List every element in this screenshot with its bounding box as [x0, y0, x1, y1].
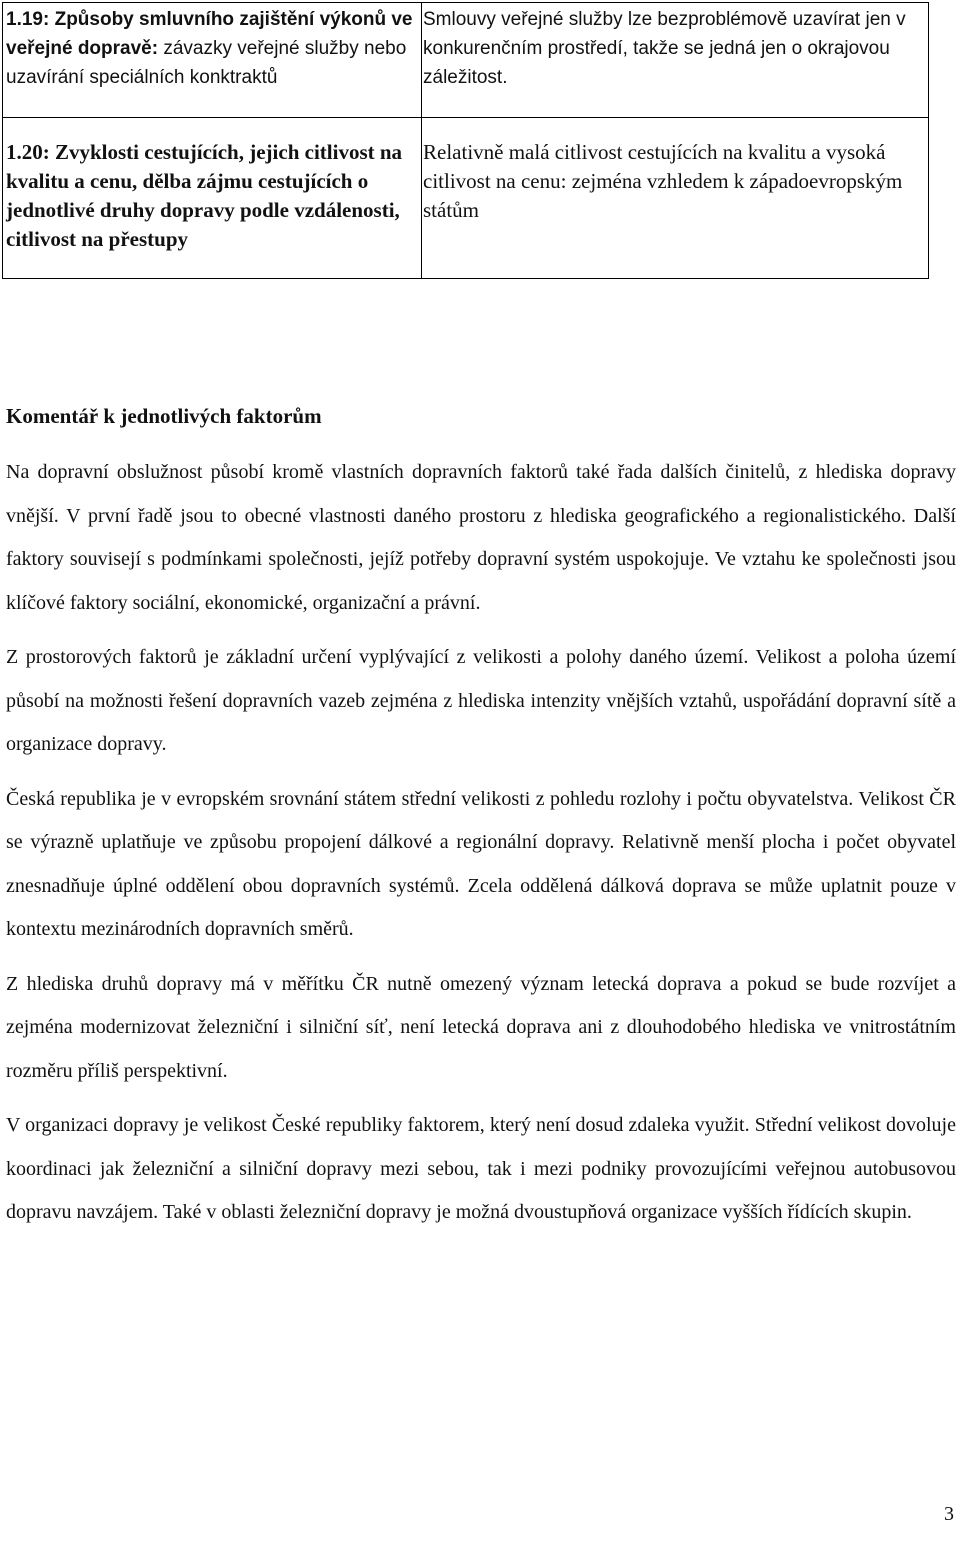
- page-number: 3: [944, 1503, 954, 1525]
- factor-comment: Smlouvy veřejné služby lze bezproblémově uzavírat jen v konkurenčním prostředí, takže se jedná jen o okrajovou záležitost.: [423, 9, 906, 88]
- section-heading: Komentář k jednotlivých faktorům: [6, 404, 322, 428]
- paragraph: Na dopravní obslužnost působí kromě vlastních dopravních faktorů také řada dalších činitelů, z hlediska dopravy vnější. V první řadě jsou to obecné vlastnosti daného prostoru z hlediska geografického a regionalistického. Další faktory souvisejí s podmínkami společnosti, jejíž potřeby dopravní systém uspokojuje. Ve vztahu ke společnosti jsou klíčové faktory sociální, ekonomické, organizační a právní.: [6, 461, 956, 614]
- table-cell-factor: [3, 3, 422, 118]
- factor-title: 1.20: Zvyklosti cestujících, jejich citlivost na kvalitu a cenu, dělba zájmu cestujících o jednotlivé druhy dopravy podle vzdálenosti, citlivost na přestupy: [6, 140, 403, 251]
- table-row: [3, 3, 929, 118]
- paragraph: Z prostorových faktorů je základní určení vyplývající z velikosti a polohy daného území. Velikost a poloha území působí na možnosti řešení dopravních vazeb zejména z hlediska intenzity vnějších vztahů, uspořádání dopravní sítě a organizace dopravy.: [6, 646, 956, 755]
- table-cell-comment: [422, 118, 929, 279]
- table-cell-comment: [422, 3, 929, 118]
- factor-title: 1.19: Způsoby smluvního zajištění výkonů ve veřejné dopravě:: [6, 9, 413, 59]
- paragraph: Z hlediska druhů dopravy má v měřítku ČR nutně omezený význam letecká doprava a pokud se bude rozvíjet a zejména modernizovat železniční i silniční síť, není letecká doprava ani z dlouhodobého hlediska ve vnitrostátním rozměru příliš perspektivní.: [6, 972, 956, 1082]
- table-row: [3, 118, 929, 279]
- factor-detail: závazky veřejné služby nebo uzavírání speciálních konktraktů: [6, 38, 407, 88]
- factor-comment: Relativně malá citlivost cestujících na kvalitu a vysoká citlivost na cenu: zejména vzhledem k západoevropským státům: [423, 140, 903, 222]
- body-text: [6, 451, 956, 1246]
- paragraph: Česká republika je v evropském srovnání státem střední velikosti z pohledu rozlohy i počtu obyvatelstva. Velikost ČR se výrazně uplatňuje ve způsobu propojení dálkové a regionální dopravy. Relativně menší plocha i počet obyvatel znesnadňuje úplné oddělení obou dopravních systémů. Zcela oddělená dálková doprava se může uplatnit pouze v kontextu mezinárodních dopravních směrů.: [6, 787, 956, 940]
- table-cell-factor: [3, 118, 422, 279]
- paragraph: V organizaci dopravy je velikost České republiky faktorem, který není dosud zdaleka využit. Střední velikost dovoluje koordinaci jak železniční a silniční dopravy mezi sebou, tak i mezi podniky provozujícími veřejnou autobusovou dopravu navzájem. Také v oblasti železniční dopravy je možná dvoustupňová organizace vyšších řídících skupin.: [6, 1114, 956, 1223]
- factors-table: [2, 2, 929, 279]
